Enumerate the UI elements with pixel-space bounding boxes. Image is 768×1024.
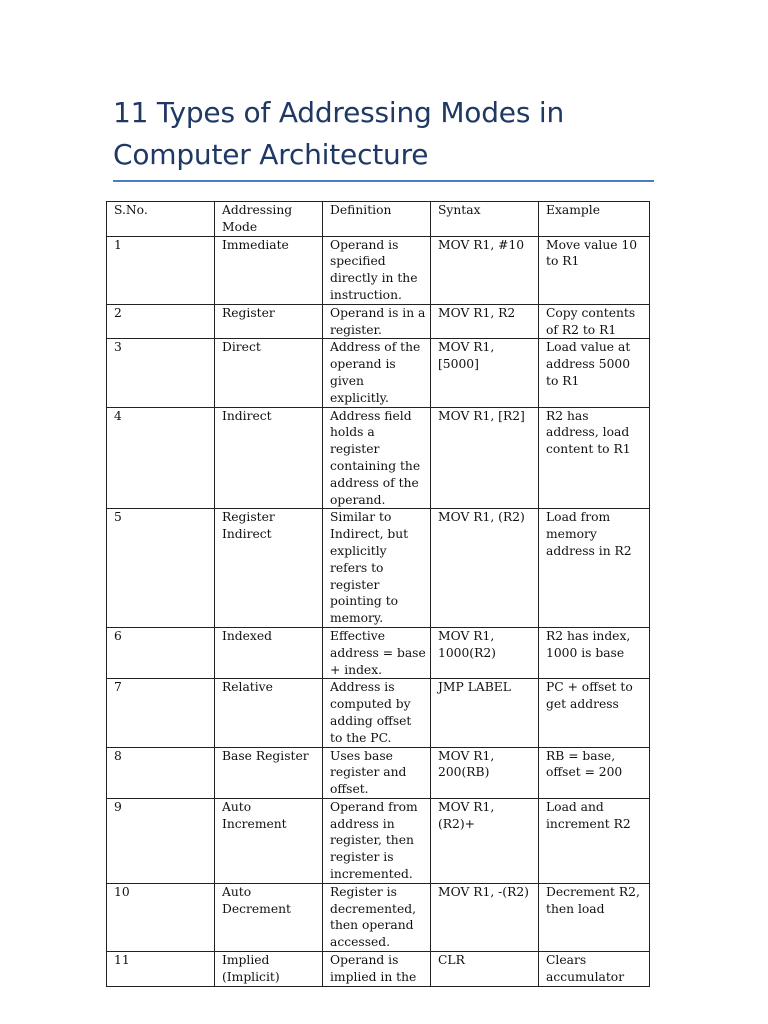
cell-syntax: MOV R1, 200(RB) [431,747,539,798]
cell-example: Copy contents of R2 to R1 [539,304,650,339]
cell-syntax: MOV R1, (R2)+ [431,798,539,883]
cell-mode: Relative [215,679,323,747]
cell-syntax: MOV R1, -(R2) [431,883,539,951]
cell-sno: 5 [107,509,215,628]
cell-sno: 11 [107,952,215,987]
header-cell-sno: S.No. [107,202,215,237]
cell-syntax: MOV R1, [5000] [431,339,539,407]
cell-example: RB = base, offset = 200 [539,747,650,798]
cell-example: Load value at address 5000 to R1 [539,339,650,407]
cell-definition [323,952,431,987]
cell-definition: Register is decremented, then operand accessed. [323,883,431,951]
cell-definition: Address of the operand is given explicitly. [323,339,431,407]
cell-syntax: MOV R1, 1000(R2) [431,627,539,678]
cell-syntax: JMP LABEL [431,679,539,747]
cell-example: PC + offset to get address [539,679,650,747]
table-row [107,407,650,509]
header-cell-mode: Addressing Mode [215,202,323,237]
title-divider [113,180,654,182]
cell-mode: Direct [215,339,323,407]
cell-example: Load from memory address in R2 [539,509,650,628]
cell-example: R2 has index, 1000 is base [539,627,650,678]
table-row [107,747,650,798]
cell-sno: 3 [107,339,215,407]
cell-syntax: MOV R1, [R2] [431,407,539,509]
cell-mode: Auto Increment [215,798,323,883]
cell-definition: Address is computed by adding offset to the PC. [323,679,431,747]
table-row [107,509,650,628]
table-row [107,952,650,987]
cell-sno: 10 [107,883,215,951]
cell-example: Move value 10 to R1 [539,236,650,304]
table-row [107,627,650,678]
cell-example: Clears accumulator [539,952,650,987]
cell-definition: Similar to Indirect, but explicitly refers to register pointing to memory. [323,509,431,628]
cell-mode: Indexed [215,627,323,678]
cell-mode: Auto Decrement [215,883,323,951]
cell-definition: Operand from address in register, then register is incremented. [323,798,431,883]
cell-definition-text: Operand is implied in the [330,953,417,984]
cell-mode: Register Indirect [215,509,323,628]
cell-syntax: MOV R1, #10 [431,236,539,304]
cell-definition: Operand is specified directly in the instruction. [323,236,431,304]
table-row [107,798,650,883]
cell-sno: 1 [107,236,215,304]
table-row [107,679,650,747]
table-row [107,236,650,304]
cell-definition: Uses base register and offset. [323,747,431,798]
table-row [107,339,650,407]
cell-mode: Implied (Implicit) [215,952,323,987]
cell-sno: 6 [107,627,215,678]
table-header-row [107,202,650,237]
cell-sno: 8 [107,747,215,798]
cell-example: Decrement R2, then load [539,883,650,951]
cell-syntax: MOV R1, (R2) [431,509,539,628]
cell-mode: Register [215,304,323,339]
title-line-2: Computer Architecture [113,138,429,171]
cell-definition: Operand is in a register. [323,304,431,339]
document-title [113,92,673,176]
addressing-modes-table [106,201,650,987]
cell-mode: Immediate [215,236,323,304]
title-line-1: 11 Types of Addressing Modes in [113,96,565,129]
cell-sno: 2 [107,304,215,339]
cell-definition: Effective address = base + index. [323,627,431,678]
cell-sno: 7 [107,679,215,747]
header-cell-syntax: Syntax [431,202,539,237]
cell-mode: Indirect [215,407,323,509]
cell-example: Load and increment R2 [539,798,650,883]
cell-definition: Address field holds a register containing the address of the operand. [323,407,431,509]
cell-sno: 4 [107,407,215,509]
table-row [107,883,650,951]
cell-syntax: CLR [431,952,539,987]
cell-example: R2 has address, load content to R1 [539,407,650,509]
cell-mode: Base Register [215,747,323,798]
cell-syntax: MOV R1, R2 [431,304,539,339]
table-row [107,304,650,339]
header-cell-example: Example [539,202,650,237]
header-cell-definition: Definition [323,202,431,237]
cell-sno: 9 [107,798,215,883]
